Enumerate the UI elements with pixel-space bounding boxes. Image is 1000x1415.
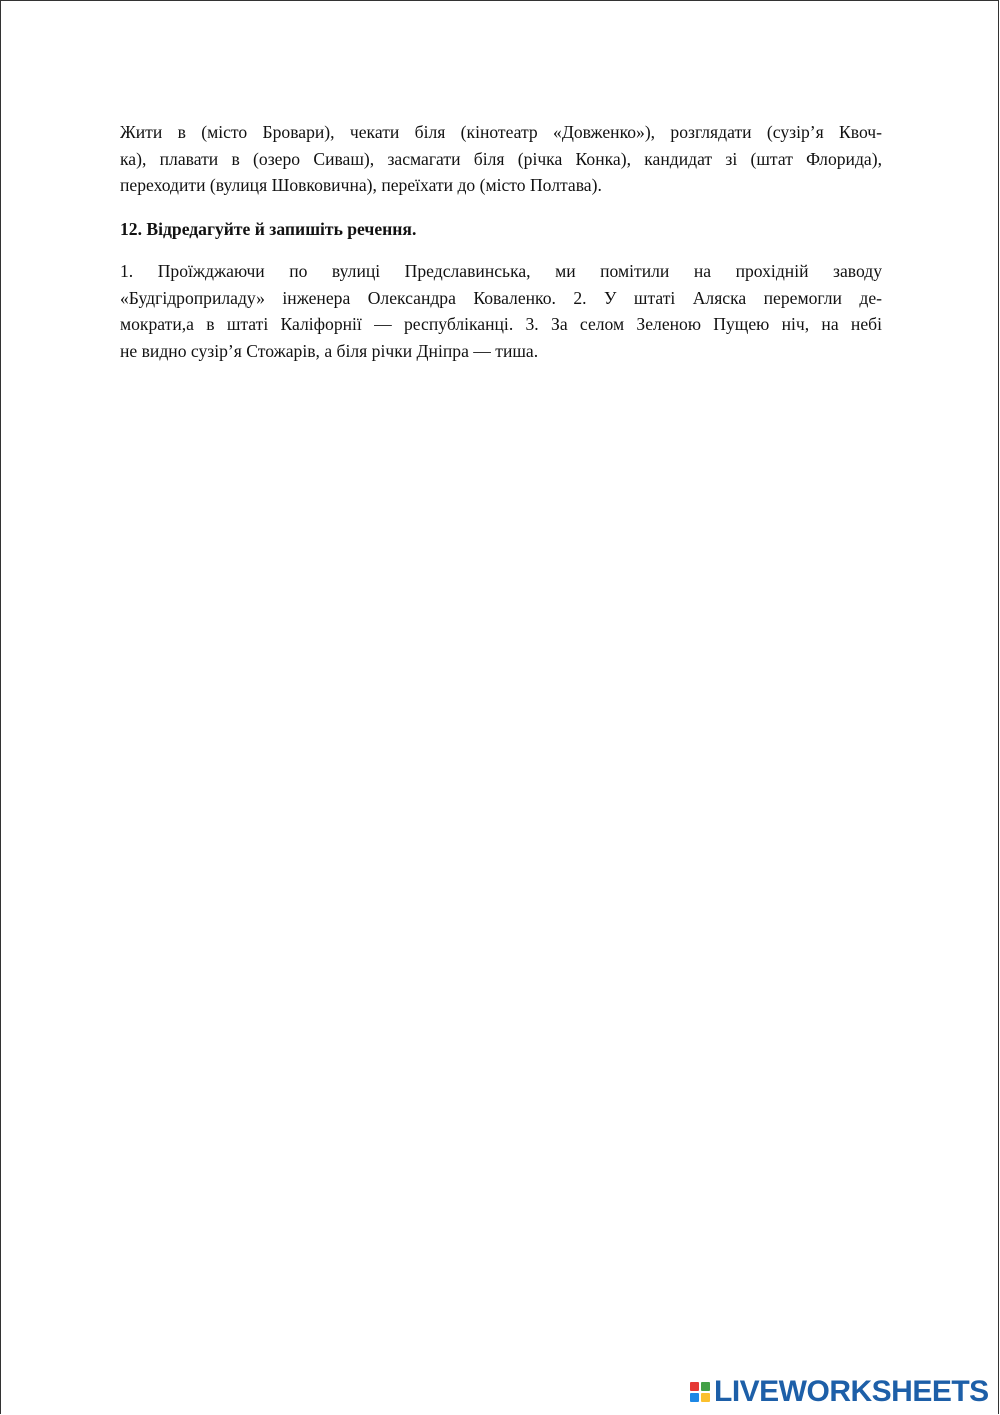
logo-text: LIVEWORKSHEETS [714, 1375, 989, 1408]
exercise-12-paragraph [120, 258, 882, 364]
exercise-12-heading: 12. Відредагуйте й запишіть речення. [120, 218, 417, 239]
document-content [120, 119, 882, 364]
text-line: Жити в (місто Бровари), чекати біля (кінотеатр «Довженко»), розглядати (сузір’я Квоч- [120, 122, 882, 142]
logo-square [690, 1382, 699, 1391]
text-line: мократи,а в штаті Каліфорнії — республіканці. 3. За селом Зеленою Пущею ніч, на небі [120, 314, 882, 334]
logo-square [701, 1393, 710, 1402]
text-line: «Будгідроприладу» інженера Олександра Коваленко. 2. У штаті Аляска перемогли де- [120, 287, 882, 308]
exercise-intro-paragraph [120, 119, 882, 199]
text-line: не видно сузір’я Стожарів, а біля річки Дніпра — тиша. [120, 340, 539, 361]
liveworksheets-logo [690, 1376, 989, 1408]
text-line: переходити (вулиця Шовковична), переїхати до (місто Полтава). [120, 175, 602, 195]
logo-square [701, 1382, 710, 1391]
text-line: 1. Проїжджаючи по вулиці Предславинська, ми помітили на прохідній заводу [120, 261, 882, 281]
text-line: ка), плавати в (озеро Сиваш), засмагати біля (річка Конка), кандидат зі (штат Флорида), [120, 148, 882, 169]
logo-square [690, 1393, 699, 1402]
logo-mark-icon [690, 1382, 710, 1402]
